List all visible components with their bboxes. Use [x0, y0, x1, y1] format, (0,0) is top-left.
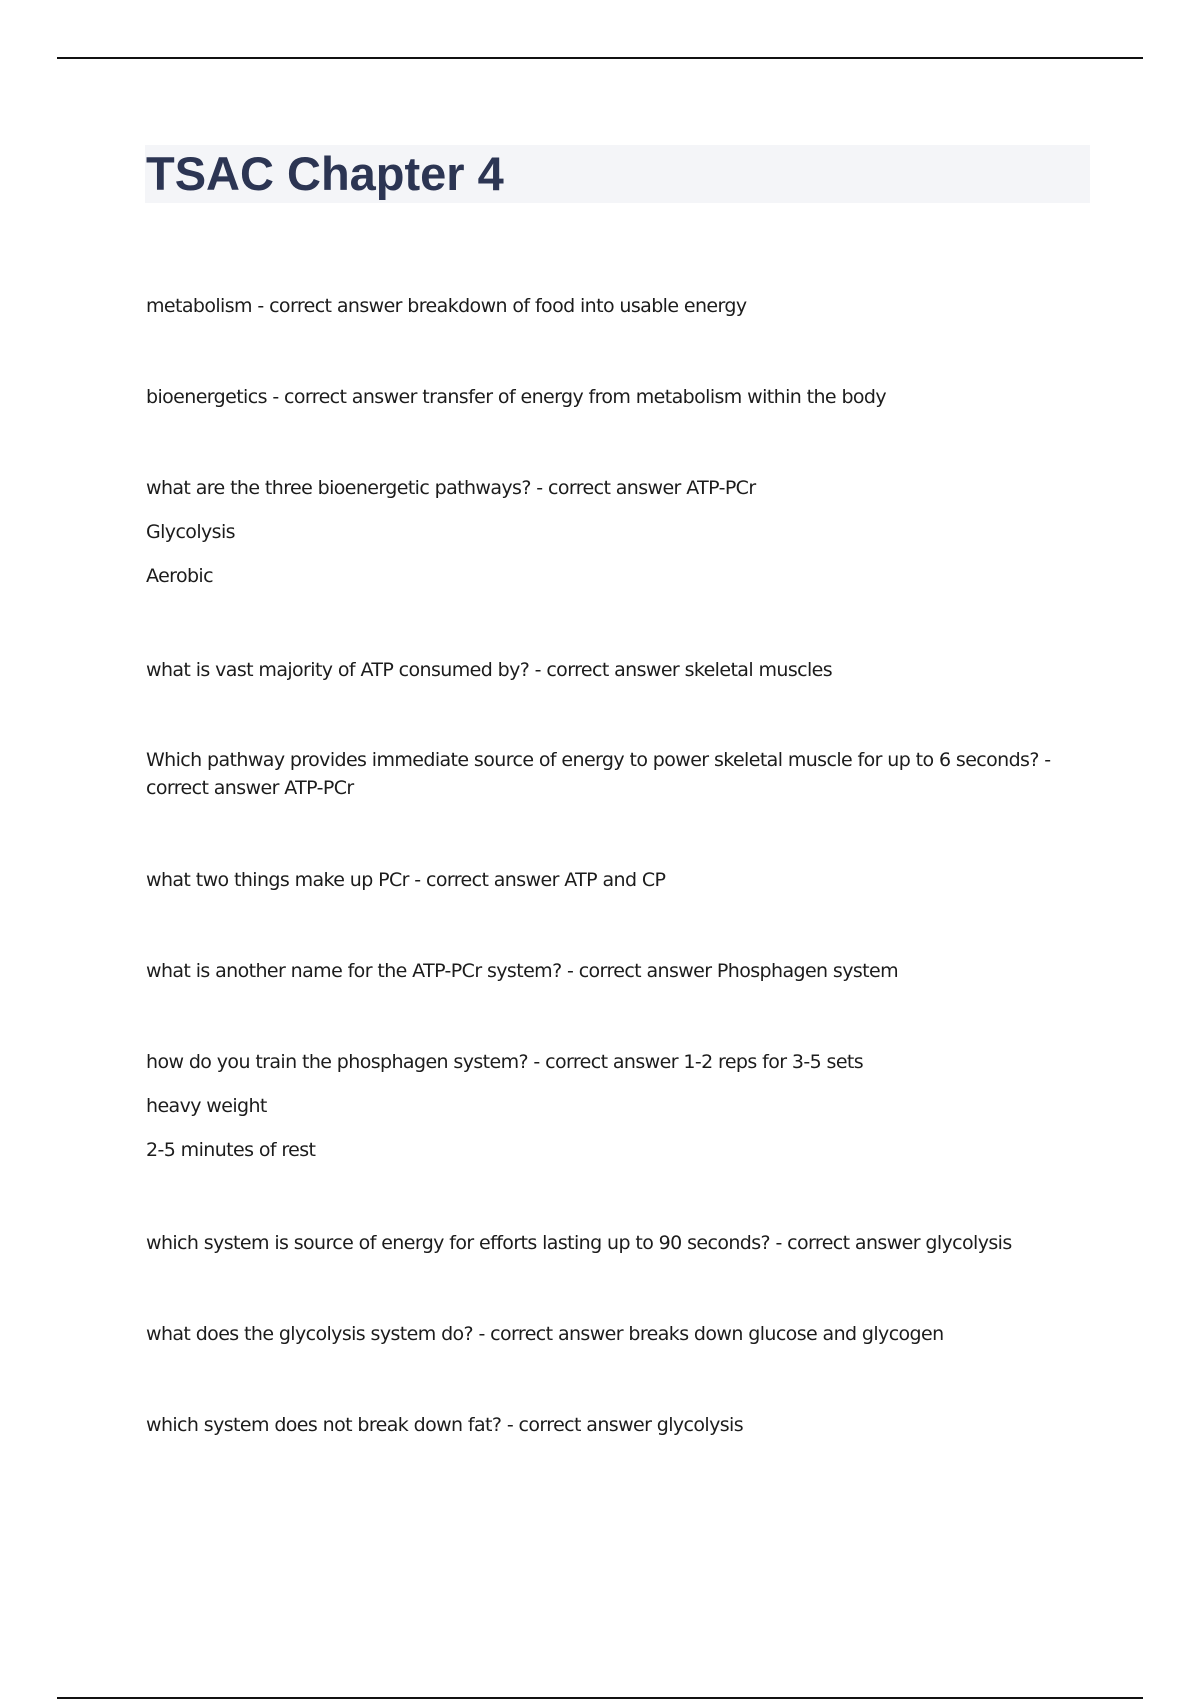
flashcard-text: what two things make up PCr - correct answer ATP and CP — [146, 869, 666, 891]
flashcard — [146, 746, 1076, 802]
flashcard-text: how do you train the phosphagen system? - correct answer 1-2 reps for 3-5 sets — [146, 1051, 864, 1073]
page-title: TSAC Chapter 4 — [146, 147, 504, 200]
flashcard-text: what are the three bioenergetic pathways? - correct answer ATP-PCr — [146, 477, 756, 499]
flashcard-text: metabolism - correct answer breakdown of food into usable energy — [146, 295, 747, 317]
flashcard — [146, 957, 1076, 985]
flashcard-text: which system does not break down fat? - correct answer glycolysis — [146, 1414, 744, 1436]
flashcard — [146, 1048, 1076, 1164]
flashcard — [146, 1320, 1076, 1348]
flashcard-text: what does the glycolysis system do? - correct answer breaks down glucose and glycogen — [146, 1323, 944, 1345]
bottom-rule — [57, 1697, 1143, 1699]
flashcard-answer-line: heavy weight — [146, 1095, 267, 1117]
flashcard-answer-line: Glycolysis — [146, 521, 235, 543]
flashcard — [146, 656, 1076, 684]
flashcard-text: which system is source of energy for efforts lasting up to 90 seconds? - correct answer glycolysis — [146, 1232, 1012, 1254]
flashcard-answer-line: Aerobic — [146, 565, 213, 587]
flashcard-text: bioenergetics - correct answer transfer of energy from metabolism within the body — [146, 386, 887, 408]
flashcard — [146, 1411, 1076, 1439]
flashcard — [146, 383, 1076, 411]
flashcard-text: what is another name for the ATP-PCr system? - correct answer Phosphagen system — [146, 960, 899, 982]
flashcard — [146, 1229, 1076, 1257]
flashcard-text: what is vast majority of ATP consumed by? - correct answer skeletal muscles — [146, 659, 833, 681]
flashcard — [146, 292, 1076, 320]
flashcard-text: Which pathway provides immediate source of energy to power skeletal muscle for up to 6 seconds? - correct answer ATP-PCr — [146, 749, 1051, 799]
flashcard-answer-line: 2-5 minutes of rest — [146, 1139, 316, 1161]
flashcard — [146, 474, 1076, 590]
flashcard — [146, 866, 1076, 894]
top-rule — [57, 57, 1143, 59]
